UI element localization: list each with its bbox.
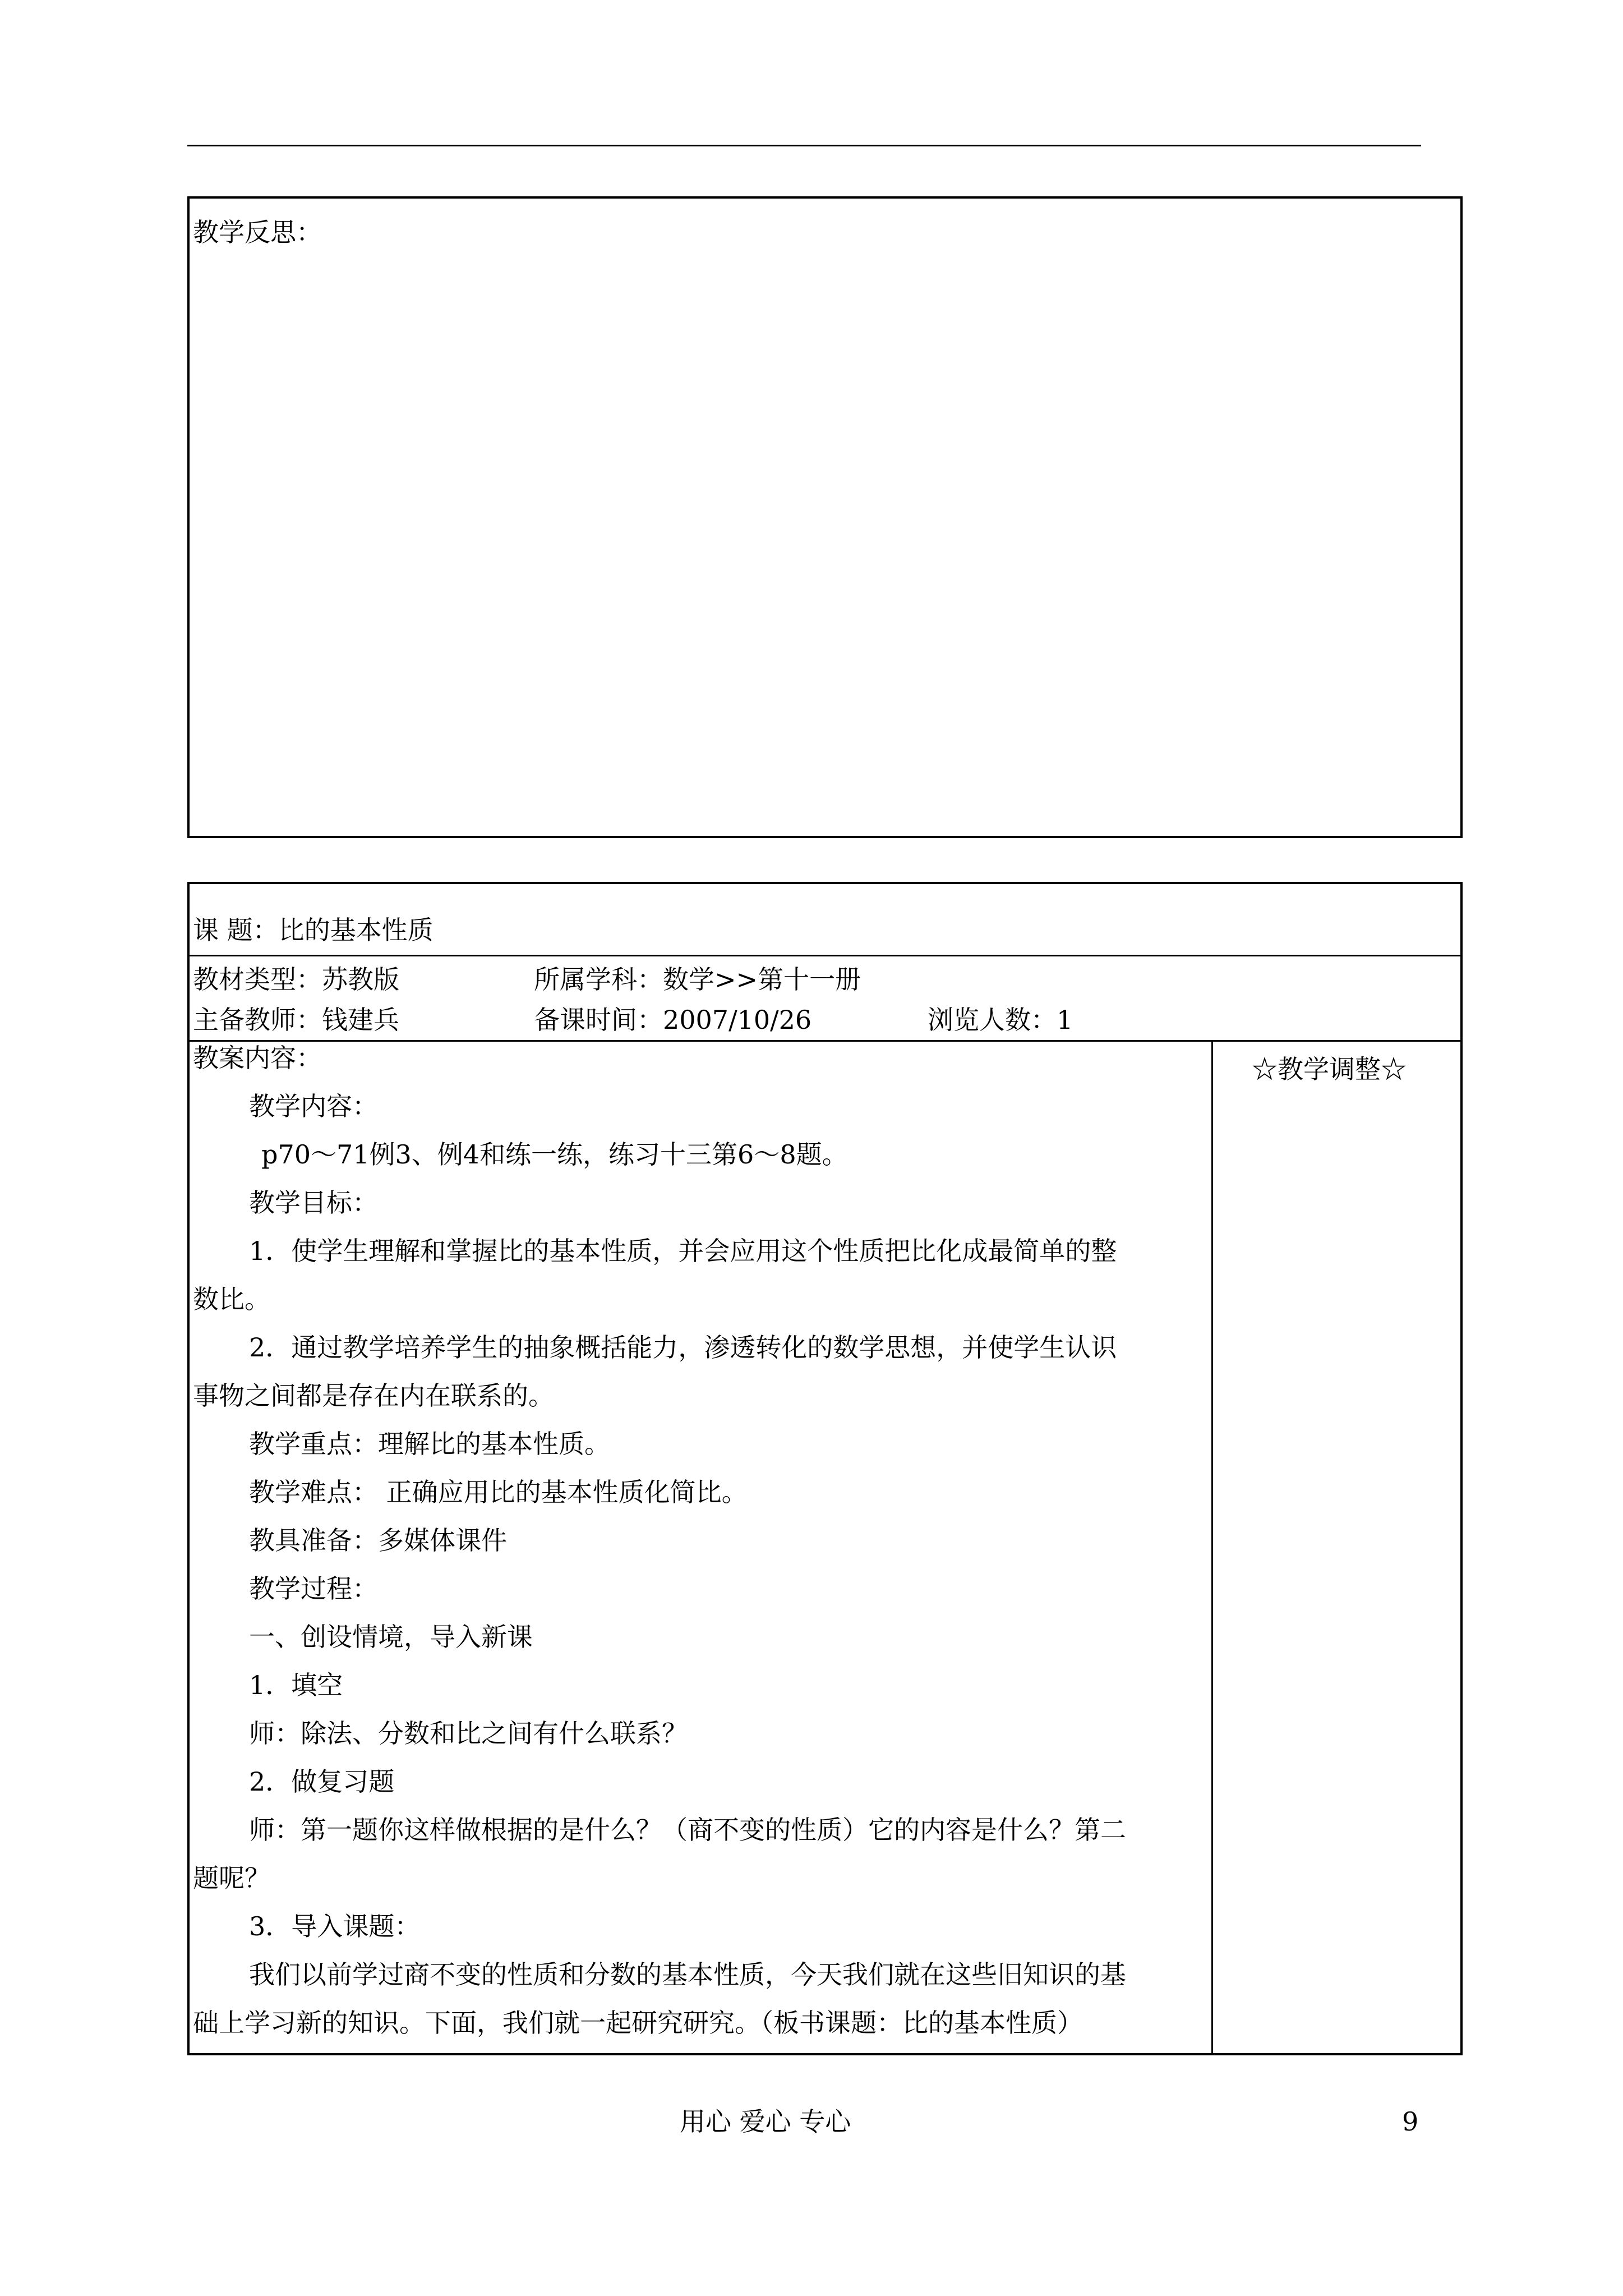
- content-line: 师：除法、分数和比之间有什么联系？: [249, 1718, 688, 1749]
- lesson-plan-table: [187, 882, 1463, 2055]
- teaching-reflection-box: [187, 196, 1463, 838]
- lesson-topic: 课 题：比的基本性质: [193, 915, 434, 945]
- content-line: 2．通过教学培养学生的抽象概括能力，渗透转化的数学思想，并使学生认识: [249, 1332, 1117, 1363]
- reflection-label: 教学反思：: [193, 217, 322, 247]
- content-line: 教学过程：: [249, 1573, 378, 1604]
- content-line: 础上学习新的知识。下面，我们就一起研究研究。（板书课题：比的基本性质）: [193, 2008, 1083, 2038]
- header-rule: [187, 145, 1421, 146]
- row-divider: [190, 1040, 1460, 1042]
- content-line: 一、创设情境，导入新课: [249, 1622, 533, 1652]
- row-divider: [190, 955, 1460, 956]
- content-line: 我们以前学过商不变的性质和分数的基本性质，今天我们就在这些旧知识的基: [249, 1959, 1126, 1990]
- content-line: 教学内容：: [249, 1091, 378, 1121]
- prep-time: 备课时间：2007/10/26: [534, 1005, 812, 1035]
- content-line: 3．导入课题：: [249, 1911, 421, 1941]
- content-line: 1．使学生理解和掌握比的基本性质，并会应用这个性质把比化成最简单的整: [249, 1236, 1117, 1266]
- content-line: 数比。: [193, 1284, 270, 1314]
- content-line: 教学目标：: [249, 1188, 378, 1218]
- content-line: 事物之间都是存在内在联系的。: [193, 1381, 554, 1411]
- content-line: 教具准备：多媒体课件: [249, 1525, 507, 1556]
- view-count: 浏览人数：1: [928, 1005, 1073, 1035]
- page-number: 9: [1402, 2106, 1419, 2137]
- content-line: 2．做复习题: [249, 1766, 395, 1797]
- content-line: 教学难点： 正确应用比的基本性质化简比。: [249, 1477, 748, 1507]
- plan-label: 教案内容：: [193, 1043, 322, 1073]
- content-line: 题呢？: [193, 1863, 270, 1893]
- content-line: 教学重点：理解比的基本性质。: [249, 1429, 610, 1459]
- content-line: 1．填空: [249, 1670, 343, 1700]
- subject: 所属学科：数学>>第十一册: [534, 964, 861, 995]
- column-divider: [1211, 1041, 1213, 2053]
- teaching-adjustment-label: ☆教学调整☆: [1252, 1054, 1407, 1084]
- lead-teacher: 主备教师：钱建兵: [193, 1005, 399, 1035]
- content-line: p70～71例3、例4和练一练，练习十三第6～8题。: [261, 1139, 848, 1170]
- textbook-type: 教材类型：苏教版: [193, 964, 399, 995]
- content-line: 师：第一题你这样做根据的是什么？（商不变的性质）它的内容是什么？第二: [249, 1815, 1126, 1845]
- footer-motto: 用心 爱心 专心: [680, 2106, 851, 2137]
